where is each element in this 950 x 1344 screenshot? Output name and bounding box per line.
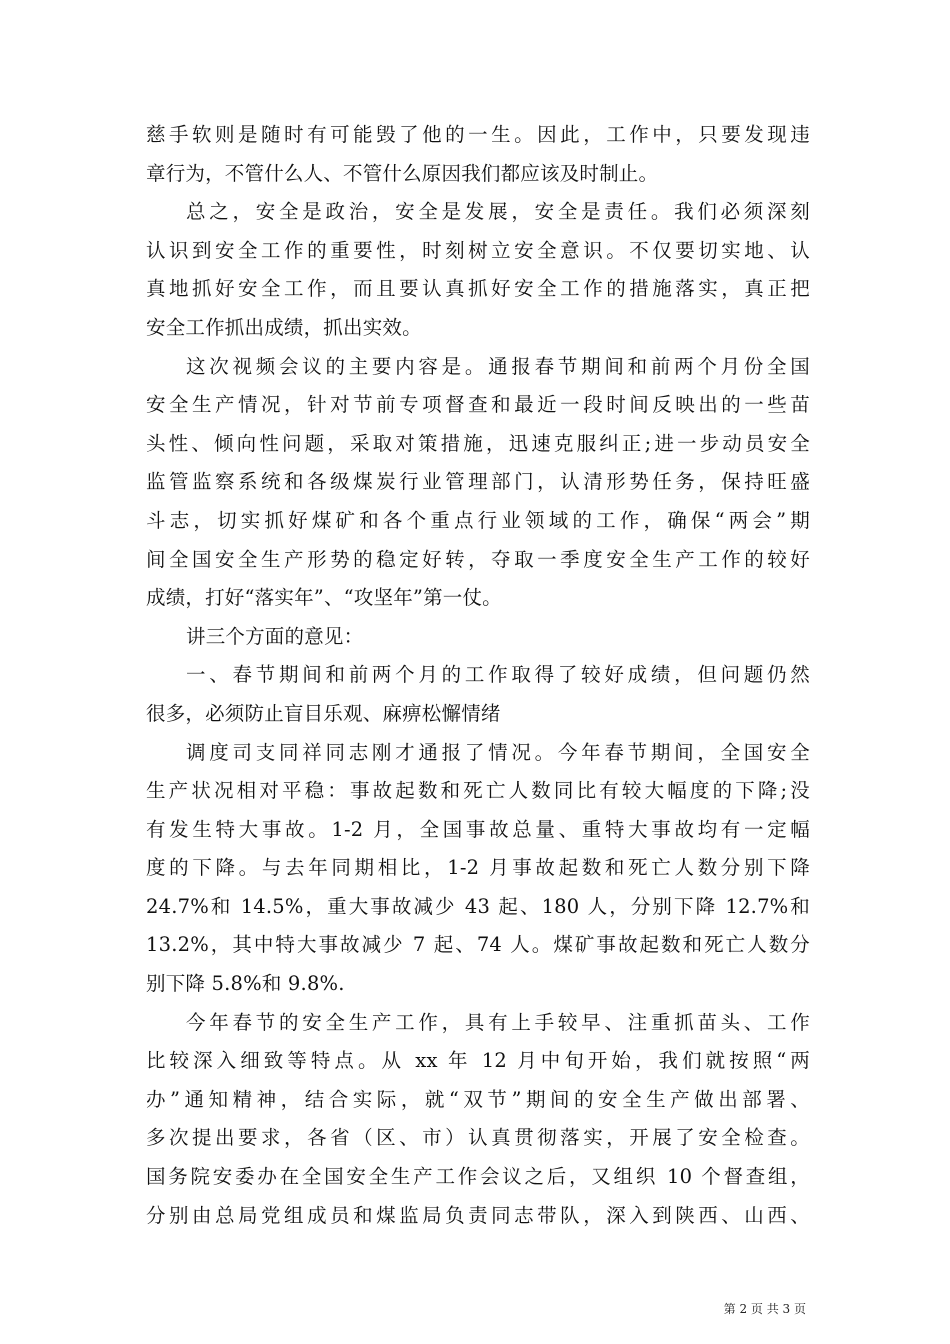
- text-line: 章行为，不管什么人、不管什么原因我们都应该及时制止。: [146, 161, 659, 185]
- text-line: 国务院安委办在全国安全生产工作会议之后，又组织 10 个督查组，: [146, 1165, 810, 1189]
- text-line: 分别由总局党组成员和煤监局负责同志带队，深入到陕西、山西、: [146, 1203, 810, 1227]
- text-line: 认识到安全工作的重要性，时刻树立安全意识。不仅要切实地、认: [146, 238, 810, 262]
- text-line: 讲三个方面的意见：: [186, 624, 364, 648]
- text-line: 总之，安全是政治，安全是发展，安全是责任。我们必须深刻: [186, 200, 810, 224]
- text-line: 斗志，切实抓好煤矿和各个重点行业领域的工作，确保“两会”期: [146, 508, 810, 532]
- text-line: 多次提出要求，各省（区、市）认真贯彻落实，开展了安全检查。: [146, 1126, 810, 1150]
- text-line: 度的下降。与去年同期相比，1-2 月事故起数和死亡人数分别下降: [146, 856, 810, 880]
- text-line: 很多，必须防止盲目乐观、麻痹松懈情绪: [146, 701, 501, 725]
- document-body: [146, 116, 810, 1235]
- text-line: 头性、倾向性问题，采取对策措施，迅速克服纠正;进一步动员安全: [146, 431, 810, 455]
- text-line: 真地抓好安全工作，而且要认真抓好安全工作的措施落实，真正把: [146, 277, 810, 301]
- text-line: 办”通知精神，结合实际，就“双节”期间的安全生产做出部署、: [146, 1087, 810, 1111]
- text-line: 这次视频会议的主要内容是。通报春节期间和前两个月份全国: [186, 354, 810, 378]
- text-line: 别下降 5.8%和 9.8%.: [146, 972, 345, 996]
- text-line: 间全国安全生产形势的稳定好转，夺取一季度安全生产工作的较好: [146, 547, 810, 571]
- text-line: 监管监察系统和各级煤炭行业管理部门，认清形势任务，保持旺盛: [146, 470, 810, 494]
- text-line: 今年春节的安全生产工作，具有上手较早、注重抓苗头、工作: [186, 1010, 810, 1034]
- page-number: 第 2 页 共 3 页: [723, 1302, 806, 1316]
- text-line: 比较深入细致等特点。从 xx 年 12 月中旬开始，我们就按照“两: [146, 1049, 810, 1073]
- text-line: 有发生特大事故。1-2 月，全国事故总量、重特大事故均有一定幅: [146, 817, 810, 841]
- text-line: 慈手软则是随时有可能毁了他的一生。因此，工作中，只要发现违: [146, 123, 810, 146]
- text-line: 安全生产情况，针对节前专项督查和最近一段时间反映出的一些苗: [146, 393, 810, 417]
- text-line: 13.2%，其中特大事故减少 7 起、74 人。煤矿事故起数和死亡人数分: [146, 933, 810, 957]
- text-line: 24.7%和 14.5%，重大事故减少 43 起、180 人，分别下降 12.7%和: [146, 894, 810, 918]
- text-line: 生产状况相对平稳：事故起数和死亡人数同比有较大幅度的下降;没: [146, 779, 810, 803]
- text-line: 调度司支同祥同志刚才通报了情况。今年春节期间，全国安全: [186, 740, 810, 764]
- text-line: 安全工作抓出成绩，抓出实效。: [146, 315, 422, 339]
- text-line: 成绩，打好“落实年”、“攻坚年”第一仗。: [146, 586, 502, 610]
- text-line: 一、春节期间和前两个月的工作取得了较好成绩，但问题仍然: [186, 663, 810, 687]
